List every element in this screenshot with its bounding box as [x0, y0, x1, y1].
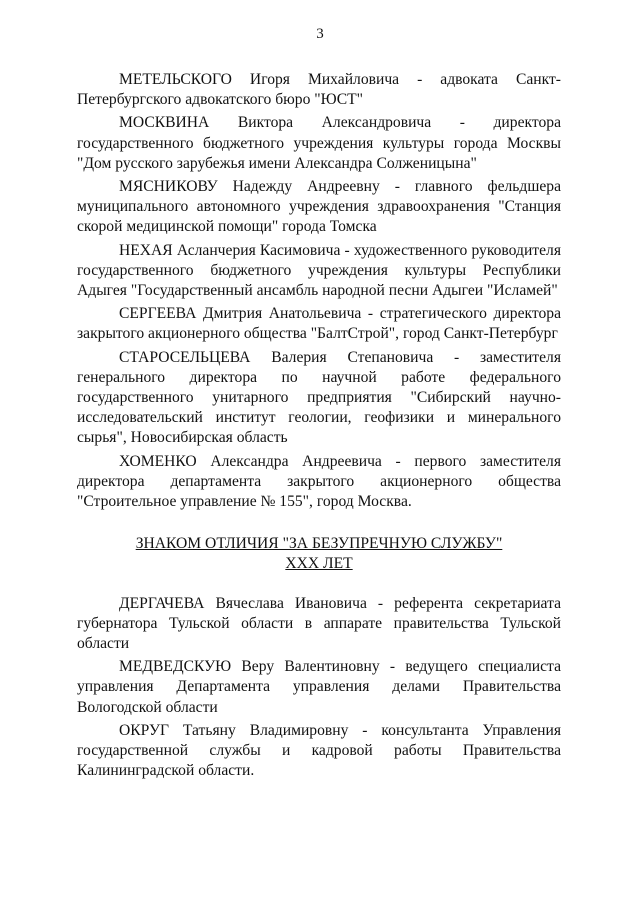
paragraph-nekhay: НЕХАЯ Асланчерия Касимовича - художественного руководителя государственного бюджетного учреждения культуры Республики Адыгея "Государственный ансамбль народной песни Адыгеи "Исламей"	[77, 241, 561, 300]
paragraph-medvedskaya: МЕДВЕДСКУЮ Веру Валентиновну - ведущего специалиста управления Департамента управления делами Правительства Вологодской области	[77, 658, 561, 716]
paragraph-myasnikova: МЯСНИКОВУ Надежду Андреевну - главного фельдшера муниципального автономного учреждения здравоохранения "Станция скорой медицинской помощи" города Томска	[77, 178, 561, 236]
page-number: 3	[316, 26, 324, 42]
award-heading-line1: ЗНАКОМ ОТЛИЧИЯ "ЗА БЕЗУПРЕЧНУЮ СЛУЖБУ"	[135, 535, 503, 553]
paragraph-staroseltsev: СТАРОСЕЛЬЦЕВА Валерия Степановича - заместителя генерального директора по научной работе федерального государственного унитарного предприятия "Сибирский научно-исследовательский институт геологии, геофизики и минерального сырья", Новосибирская область	[77, 348, 561, 447]
paragraph-moskvin: МОСКВИНА Виктора Александровича - директора государственного бюджетного учреждения культуры города Москвы "Дом русского зарубежья имени Александра Солженицына"	[77, 114, 561, 172]
paragraph-okrug: ОКРУГ Татьяну Владимировну - консультанта Управления государственной службы и кадровой работы Правительства Калининградской области.	[77, 721, 561, 780]
paragraph-sergeev: СЕРГЕЕВА Дмитрия Анатольевича - стратегического директора закрытого акционерного общества "БалтСтрой", город Санкт-Петербург	[77, 305, 561, 343]
paragraph-khomenko: ХОМЕНКО Александра Андреевича - первого заместителя директора департамента закрытого акционерного общества "Строительное управление № 155", город Москва.	[77, 452, 561, 511]
paragraph-metelsky: МЕТЕЛЬСКОГО Игоря Михайловича - адвоката Санкт-Петербургского адвокатского бюро "ЮСТ"	[77, 71, 561, 109]
paragraph-dergachev: ДЕРГАЧЕВА Вячеслава Ивановича - референта секретариата губернатора Тульской области в аппарате правительства Тульской области	[77, 594, 561, 653]
document-body	[77, 70, 561, 785]
award-heading-line2: XXX ЛЕТ	[285, 555, 353, 573]
award-heading	[77, 534, 561, 574]
